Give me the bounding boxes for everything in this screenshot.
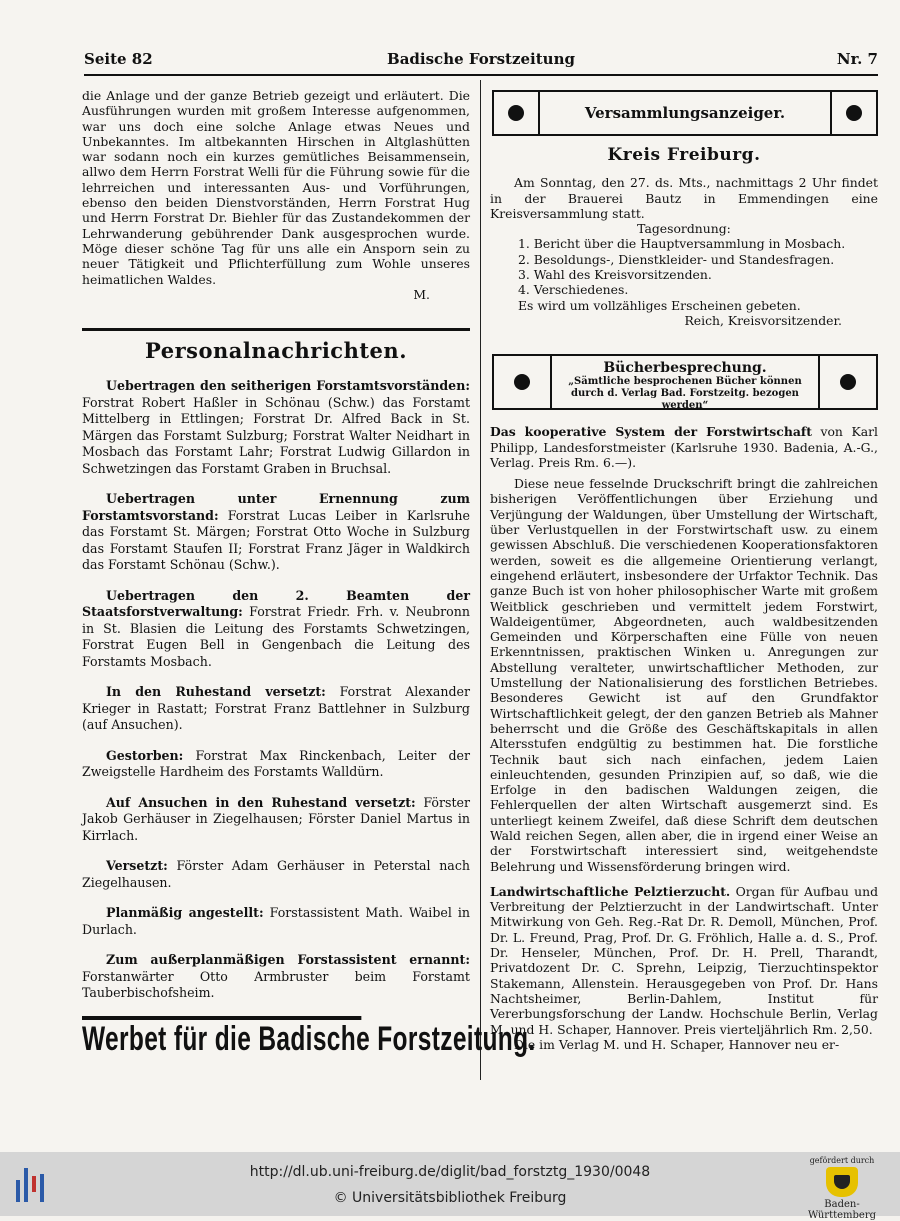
personal-item: Uebertragen den 2. Beamten der Staatsforstverwaltung: Forstrat Friedr. Frh. v. Neubronn in St. Blasien die Leitung des Forstamts Schwetzingen, Forstrat Eugen Bell in Gengenbach die Leitung des Forstamts Mosbach. [82, 587, 470, 669]
personal-item: Zum außerplanmäßigen Forstassistent ernannt: Forstanwärter Otto Armbruster beim Forstamt Tauberbischofsheim. [82, 952, 470, 1001]
personal-item: Uebertragen den seitherigen Forstamtsvorständen: Forstrat Robert Haßler in Schönau (Schw.) das Forstamt Mittelberg in Ettlingen; Forstrat Dr. Alfred Back in St. Märgen das Forstamt Sulzburg; Forstrat Walter Neidhart in Mosbach das Forstamt Lahr; Forstrat Ludwig Gillardon in Schwetzingen das Forstamt Graben in Bruchsal. [82, 378, 470, 476]
agenda-title: Tagesordnung: [637, 221, 731, 237]
advertisement: Werbet für die Badische Forstzeitung. [82, 1016, 361, 1047]
column-divider [480, 80, 481, 1080]
books-box-label [552, 356, 818, 412]
sponsor-badge [802, 1156, 882, 1221]
review-2-continuation: Die im Verlag M. und H. Schaper, Hannover neu er- [514, 1036, 840, 1052]
meeting-box [492, 90, 878, 136]
sponsor-label: gefördert durch [809, 1156, 875, 1165]
agenda-item: 4. Verschiedenes. [518, 282, 629, 298]
books-box-title: Bücherbesprechung. [603, 360, 767, 377]
page-header [84, 50, 878, 72]
agenda-list [490, 236, 878, 297]
agenda-item: 3. Wahl des Kreisvorsitzenden. [518, 267, 712, 283]
personal-list [82, 378, 470, 1002]
page-number: Seite 82 [84, 50, 153, 68]
kreis-heading: Kreis Freiburg. [607, 145, 761, 165]
bullet-dot-icon [846, 105, 862, 121]
library-footer [0, 1152, 900, 1221]
review-2-heading: Landwirtschaftliche Pelztierzucht. Organ für Aufbau und Verbreitung der Pelztierzucht in der Landwirtschaft. Unter Mitwirkung von Geh. Reg.-Rat Dr. R. Demoll, München, Prof. Dr. L. Freund, Prag, Prof. Dr. G. Fröhlich, Halle a. d. S., Prof. Dr. Henseler, München, Prof. Dr. H. Prell, Tharandt, Privatdozent Dr. C. Sprehn, Leipzig, Tierzuchtinspektor Stakemann, Allenstein. Herausgegeben von Prof. Dr. Hans Nachtsheimer, Berlin-Dahlem, Institut für Vererbungsforschung der Landw. Hochschule Berlin, Verlag M. und H. Schaper, Hannover. Preis vierteljährlich Rm. 2,50. [490, 883, 879, 1037]
personal-item: Gestorben: Forstrat Max Rinckenbach, Leiter der Zweigstelle Hardheim des Forstamts Walldürn. [82, 747, 470, 780]
bullet-dot-icon [508, 105, 524, 121]
meeting-box-title: Versammlungsanzeiger. [584, 104, 786, 122]
agenda-item: 1. Bericht über die Hauptversammlung in Mosbach. [518, 236, 846, 252]
personal-item: Planmäßig angestellt: Forstassistent Math. Waibel in Durlach. [82, 905, 470, 937]
issue-number: Nr. 7 [836, 50, 878, 68]
books-box [492, 354, 878, 410]
personal-item: In den Ruhestand versetzt: Forstrat Alexander Krieger in Rastatt; Forstrat Franz Battlehner in Sulzburg (auf Ansuchen). [82, 684, 470, 733]
source-url-link[interactable]: http://dl.ub.uni-freiburg.de/diglit/bad_forstztg_1930/0048 [249, 1164, 651, 1180]
header-rule [84, 74, 878, 76]
bullet-dot-icon [840, 374, 856, 390]
intro-paragraph: die Anlage und der ganze Betrieb gezeigt und erläutert. Die Ausführungen wurden mit großem Interesse aufgenommen, war uns doch eine solche Anlage etwas Neues und Unbekanntes. Im altbekannten Hirschen in Altglashütten war sodann noch ein kurzes gemütliches Beisammensein, allwo dem Herrn Forstrat Welli für die Führung sowie für die lehrreichen und interessanten Aus- und Vorführungen, ebenso den beiden Dienstvorständen, Herrn Forstrat Hug und Herrn Forstrat Dr. Biehler für das Zustandekommen der Lehrwanderung gebührender Dank ausgesprochen wurde. Möge dieser schöne Tag für uns alle ein Ansporn sein zu neuer Tätigkeit und Pflichterfüllung zum Wohle unseres heimatlichen Waldes. [82, 88, 470, 287]
review-1-heading: Das kooperative System der Forstwirtschaft von Karl Philipp, Landesforstmeister (Karlsruhe 1930. Badenia, A.-G., Verlag. Preis Rm. 6.—). [490, 424, 878, 470]
agenda-item: 2. Besoldungs-, Dienstkleider- und Standesfragen. [518, 251, 835, 267]
bullet-dot-icon [514, 374, 530, 390]
journal-title: Badische Forstzeitung [387, 50, 575, 68]
meeting-signature: Reich, Kreisvorsitzender. [684, 312, 842, 328]
personal-title: Personalnachrichten. [145, 338, 407, 364]
meeting-closing: Es wird um vollzähliges Erscheinen gebeten. [518, 297, 801, 313]
coat-of-arms-icon [826, 1167, 858, 1197]
personal-item: Uebertragen unter Ernennung zum Forstamtsvorstand: Forstrat Lucas Leiber in Karlsruhe das Forstamt St. Märgen; Forstrat Otto Woche in Sulzburg das Forstamt Staufen II; Forstrat Franz Jäger in Waldkirch das Forstamt Schönau (Schw.). [82, 491, 470, 573]
left-column [82, 88, 536, 1058]
right-column [490, 90, 878, 1058]
copyright-notice: © Universitätsbibliothek Freiburg [333, 1190, 567, 1206]
section-rule [82, 328, 470, 331]
personal-item: Versetzt: Förster Adam Gerhäuser in Peterstal nach Ziegelhausen. [82, 858, 470, 890]
reviews [490, 424, 878, 1052]
books-box-subtitle: „Sämtliche besprochenen Bücher können durch d. Verlag Bad. Forstzeitg. bezogen werden“ [568, 376, 802, 412]
sponsor-name: Baden-Württemberg [807, 1199, 877, 1221]
review-1-body: Diese neue fesselnde Druckschrift bringt die zahlreichen bisherigen Veröffentlichungen über Erziehung und Verjüngung der Waldungen, über Umstellung der Wirtschaft, über Verlustquellen in der Forstwirtschaft usw. zu einem gewissen Abschluß. Die verschiedenen Kooperationsfaktoren werden, soweit es die allgemeine Orientierung verlangt, eingehend erläutert, insbesondere der Urfaktor Technik. Das ganze Buch ist von hoher philosophischer Warte mit großem Weitblick geschrieben und vermittelt jedem Forstwirt, Waldeigentümer, Abgeordneten, auch waldbesitzenden Gemeinden und Körperschaften eine Fülle von neuen Erkenntnissen, praktischen Winken u. Anregungen zur Abstellung veralteter, unwirtschaftlicher Methoden, zur Umstellung der Nationalisierung des forstlichen Betriebes. Besonderes Gewicht ist auf den Grundfaktor Wirtschaftlichkeit gelegt, der den ganzen Betrieb als Mahner beherrscht und die Größe des Geschäftskapitals in allen Altersstufen endgültig zu bestimmen hat. Die forstliche Technik baut sich nach einfachen, jedem Laien einleuchtenden, gesunden Prinzipien auf, so daß, wie die Erfolge in den badischen Waldungen zeigen, die Fehlerquellen der alten Wirtschaft ausgemerzt sind. Es unterliegt keinem Zweifel, daß diese Schrift dem deutschen Wald reichen Segen, allen aber, die in irgend einer Weise an der Forstwirtschaft interessiert sind, weitgehendste Belehrung und Wissensförderung bringen wird. [490, 476, 878, 874]
meeting-intro: Am Sonntag, den 27. ds. Mts., nachmittags 2 Uhr findet in der Brauerei Bautz in Emmendingen eine Kreisversammlung statt. [490, 175, 878, 221]
intro-signature: M. [413, 286, 430, 302]
personal-item: Auf Ansuchen in den Ruhestand versetzt: Förster Jakob Gerhäuser in Ziegelhausen; Förster Daniel Martus in Kirrlach. [82, 794, 470, 843]
